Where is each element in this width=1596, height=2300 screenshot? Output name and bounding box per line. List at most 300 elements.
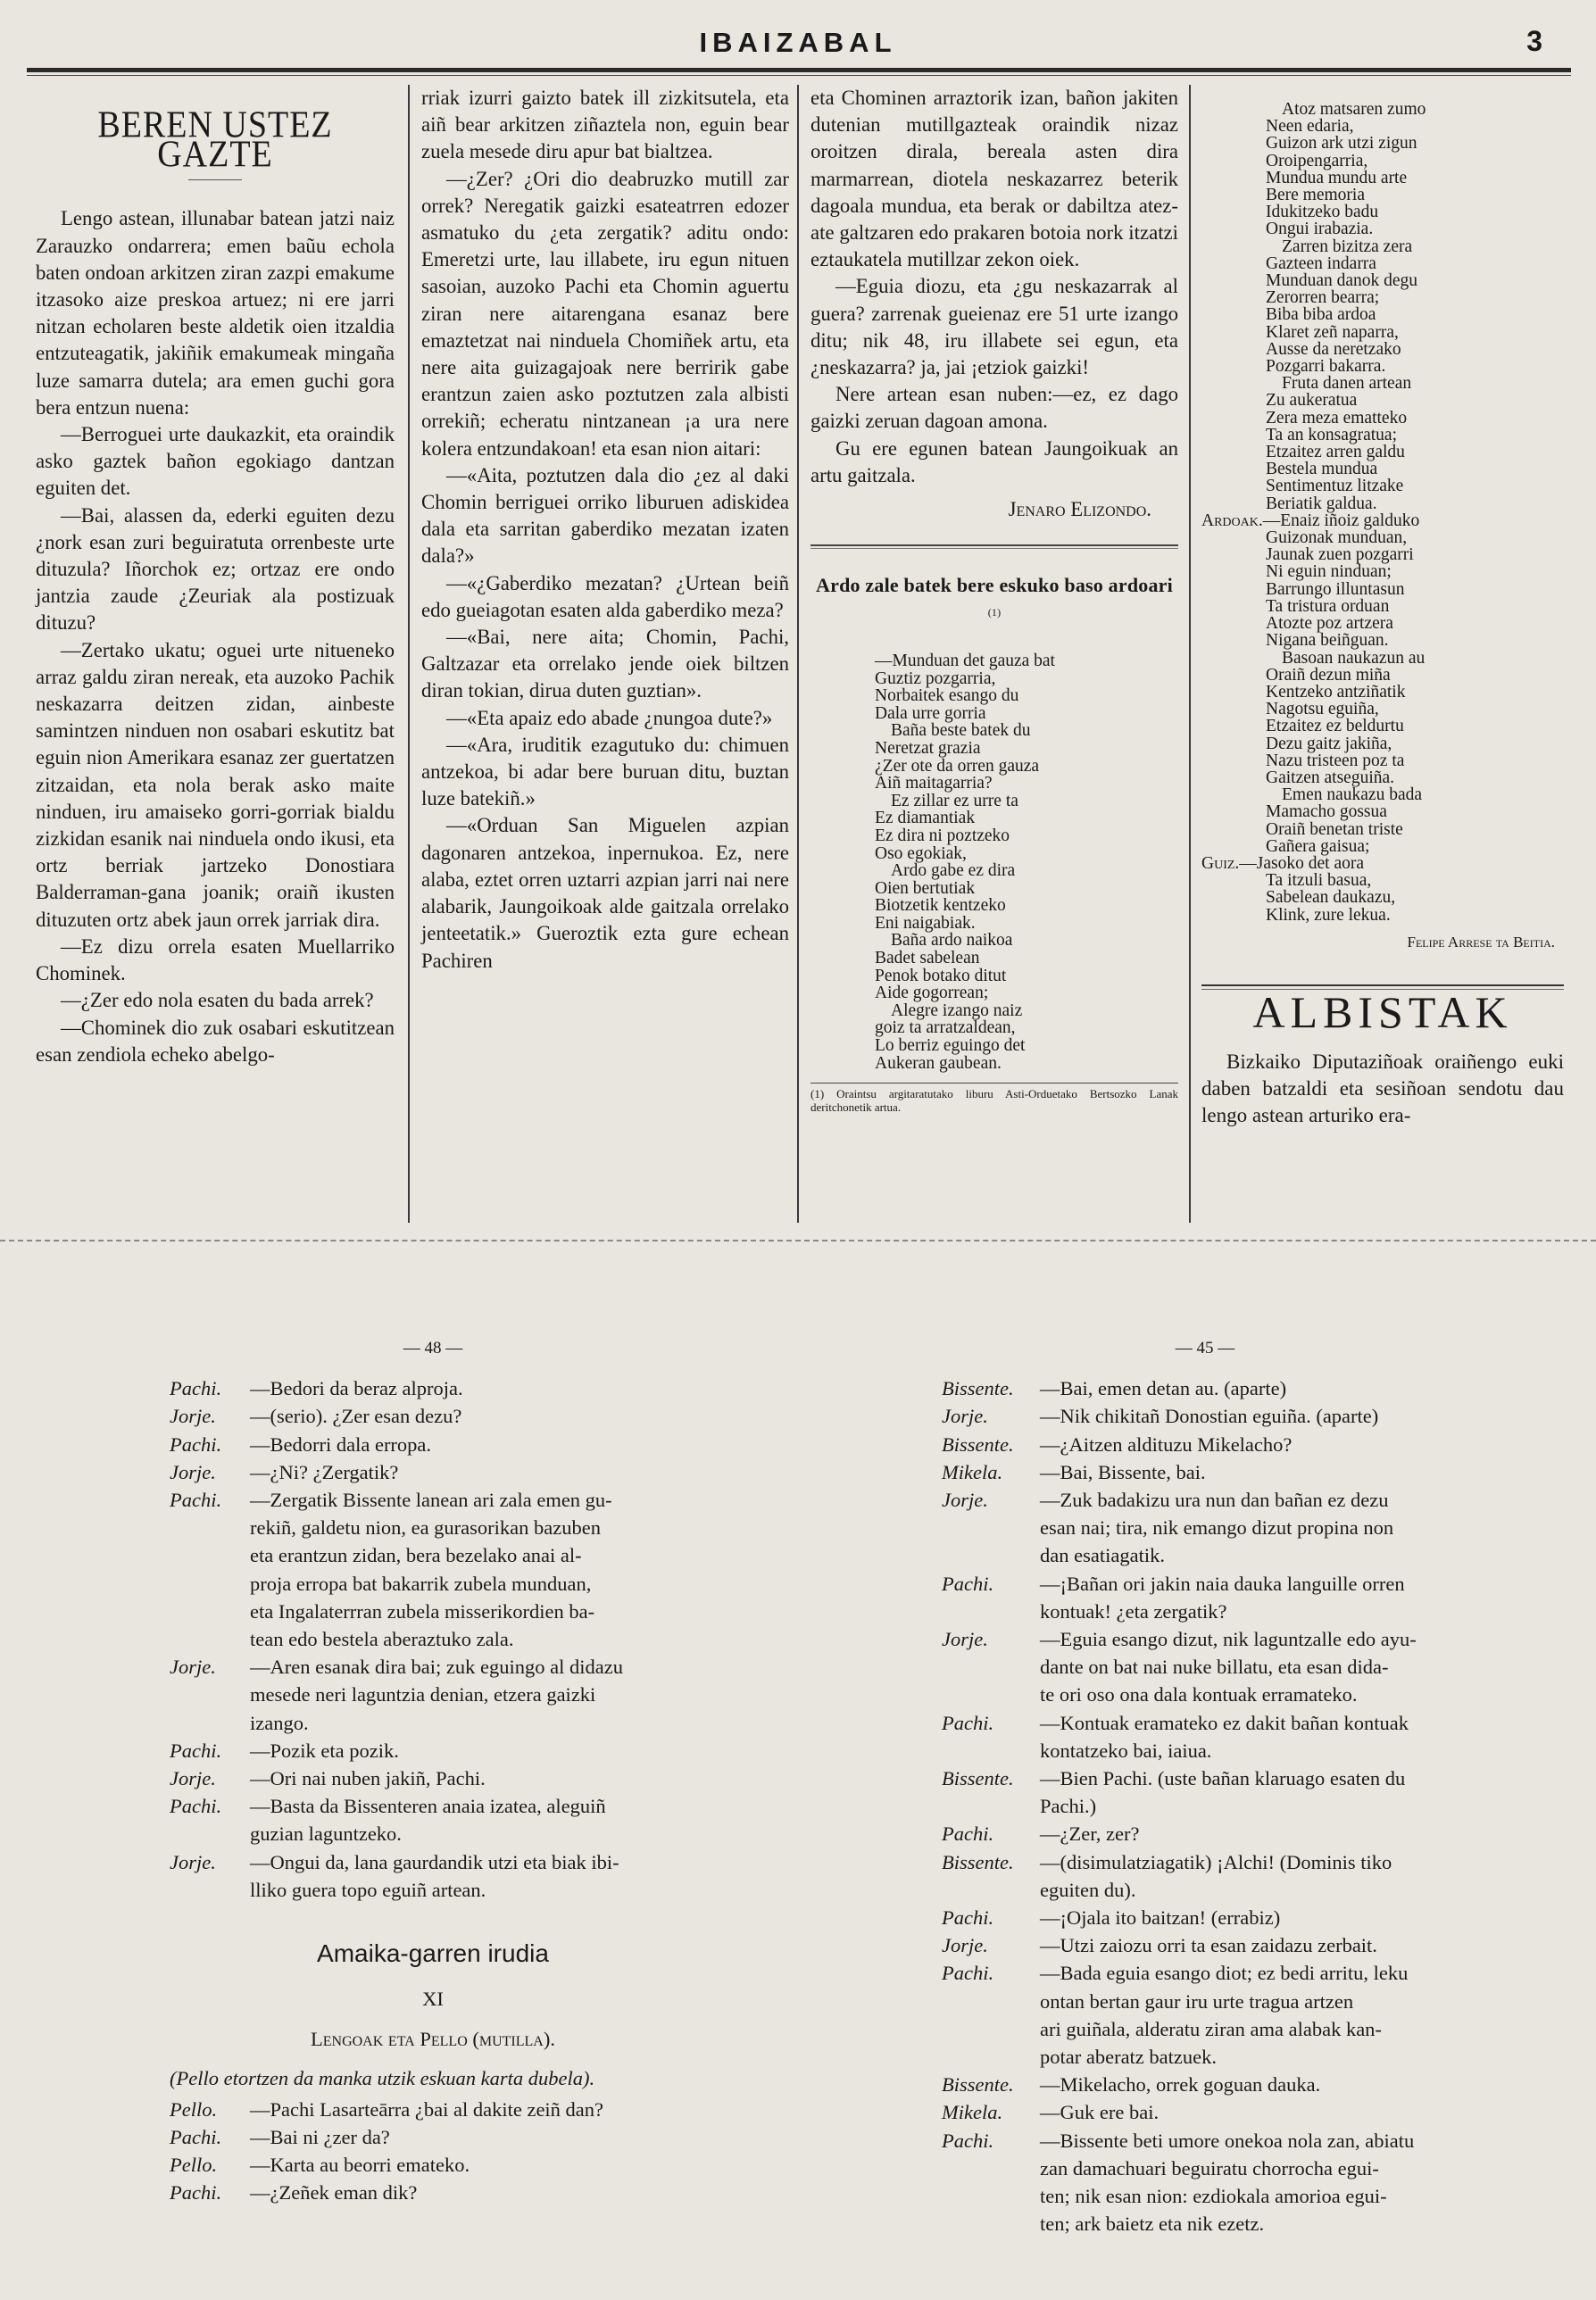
dialogue-text: —¿Ni? ¿Zergatik?: [250, 1460, 399, 1483]
poem-line: [1201, 289, 1564, 306]
dialogue-line: [942, 2015, 1468, 2043]
header-rule: [27, 68, 1571, 72]
column-divider: [797, 85, 799, 1223]
poem-line-text: Barrungo illuntasun: [1266, 579, 1405, 599]
speaker-name: Pachi.: [170, 1739, 222, 1762]
poem-line: Lo berriz eguingo det: [875, 1036, 1026, 1056]
dialogue-text: proja erropa bat bakarrik zubela munduan,: [250, 1572, 592, 1595]
dialogue-text: dan esatiagatik.: [1040, 1544, 1165, 1567]
speaker-name: Bissente.: [942, 1767, 1014, 1790]
scene-number: XI: [422, 1988, 444, 2011]
poem-line: [1201, 718, 1564, 735]
poem-line: [1201, 872, 1564, 889]
dialogue-text: —Bien Pachi. (uste bañan klaruago esaten du: [1040, 1767, 1406, 1790]
speaker-name: Pachi.: [942, 1711, 994, 1734]
dialogue-text: Pachi.): [1040, 1795, 1097, 1818]
poem-line-text: Zarren bizitza zera: [1282, 237, 1413, 256]
dialogue-text: zan damachuari beguiratu chorrocha egui-: [1040, 2156, 1379, 2180]
poem-line-text: Biba biba ardoa: [1266, 305, 1376, 325]
speaker-name: Pachi.: [170, 2126, 222, 2149]
page-number: 3: [1526, 25, 1542, 57]
poem-line-text: Sentimentuz litzake: [1266, 477, 1404, 496]
poem-line: [1201, 358, 1564, 375]
speaker-name: Guiz.: [1201, 853, 1240, 873]
poem-line: [1201, 821, 1564, 838]
poem-line: Neretzat grazia: [875, 738, 981, 758]
dialogue-text: ontan bertan gaur iru urte tragua artzen: [1040, 1989, 1354, 2013]
poem-line: [1201, 632, 1564, 649]
dialogue-line: [942, 1374, 1468, 1402]
poem-line: Eni naigabiak.: [875, 913, 976, 933]
dialogue-text: kontuak! ¿eta zergatik?: [1040, 1599, 1227, 1623]
poem-line: [1201, 563, 1564, 580]
poem-line-text: Zerorren bearra;: [1266, 288, 1380, 308]
article-column-3: [810, 85, 1178, 1114]
poem-line-text: Idukitzeko badu: [1266, 203, 1379, 222]
dialogue-line: [170, 1402, 696, 1430]
paragraph: —Ez dizu orrela esaten Muellarriko Chominek.: [36, 934, 395, 985]
poem-line: [1201, 701, 1564, 718]
dialogue-text: —Pachi Lasarteārra ¿bai al dakite zeiñ dan?: [250, 2097, 604, 2121]
speaker-name: Pello.: [170, 2097, 218, 2121]
speaker-name: Bissente.: [942, 1377, 1014, 1400]
dialogue-line: [170, 1764, 696, 1792]
poem-line: [1201, 769, 1564, 786]
poem-line-text: Etzaitez ez beldurtu: [1266, 717, 1404, 736]
poem-line: Oso egokiak,: [875, 843, 967, 863]
poem-line-text: Ongui irabazia.: [1266, 220, 1374, 239]
poem-line-text: Pozgarri bakarra.: [1266, 357, 1386, 377]
dialogue-line: [942, 1848, 1468, 1876]
poem-line-text: —Jasoko det aora: [1239, 853, 1365, 873]
dialogue-line: [942, 1570, 1468, 1598]
article-column-2: [421, 85, 789, 975]
book-page-number: — 48 —: [403, 1339, 463, 1358]
dialogue-text: —Guk ere bai.: [1040, 2101, 1160, 2124]
paragraph: —¿Zer? ¿Ori dio deabruzko mutill zar orrek? Neregatik gaizki esateatrren edozer asmatuko du ¿eta zergatik? aditu ondo: Emeretzi urte, lau illabete, iru egun nituen sasoian, auzoko Pachi eta Chomin aguertu ziran nere aitarengana esanaz bere emaztetzat nai ninduela Chomiñek artu, eta nere aita guizagajoak nere berririk gabe erantzun zaien asko poztutzen zala albisti orrekiñ; echeratu nintzanean ¡a ura nere kolera entzundakoan! eta esan nion aitari:: [421, 167, 789, 460]
poem-line-text: Nigana beiñguan.: [1266, 631, 1389, 651]
poem-text: [1201, 101, 1564, 924]
poem-line: [1201, 427, 1564, 444]
paragraph: eta Chominen arraztorik izan, bañon jakiten dutenian mutillgazteak oraindik nizaz oroitzen dirala, bereala asten dira marmarrean, diotela neskazarrez beterik dagoala mundua, eta berak or dabiltza atez-ate galtzaren edo prakaren botoia nork itzatzi eztaukatela mutillzar zekon oiek.: [810, 87, 1178, 271]
poem-line: [1201, 170, 1564, 187]
poem-line-text: Gazteen indarra: [1266, 253, 1376, 273]
paragraph: —Chominek dio zuk osabari eskutitzean esan zendiola echeko abelgo-: [36, 1016, 395, 1066]
poem-line: [1201, 735, 1564, 752]
dialogue-line: [170, 1737, 696, 1764]
speaker-name: Pachi.: [942, 1962, 994, 1985]
dialogue-block: [170, 2096, 696, 2207]
poem-line-text: Mundua mundu arte: [1266, 168, 1408, 187]
header-rule-thin: [27, 75, 1571, 76]
dialogue-line: [170, 1514, 696, 1541]
speaker-name: [170, 1625, 250, 1653]
poem-line-text: Klink, zure lekua.: [1266, 905, 1391, 925]
speaker-name: [942, 1653, 1040, 1681]
dialogue-text: —Basta da Bissenteren anaia izatea, aleguiñ: [250, 1795, 606, 1818]
dialogue-line: [170, 1458, 696, 1486]
poem-line: [1201, 392, 1564, 409]
poem-line: [1201, 546, 1564, 563]
poem-line: [1201, 324, 1564, 341]
dialogue-line: [942, 1653, 1468, 1681]
paragraph: —«¿Gaberdiko mezatan? ¿Urtean beiñ edo gueiagotan esaten alda gaberdiko meza?: [421, 571, 789, 621]
poem-line-text: Neen edaria,: [1266, 117, 1354, 137]
dialogue-text: —Karta au beorri emateko.: [250, 2154, 470, 2177]
dialogue-line: [170, 1541, 696, 1569]
book-page-left: [170, 1334, 696, 2207]
speaker-name: [170, 1681, 250, 1708]
speaker-name: Pachi.: [942, 1572, 994, 1595]
poem-line: Alegre izango naiz: [891, 1001, 1023, 1020]
poem-line-text: Jaunak zuen pozgarri: [1266, 545, 1414, 565]
poem-line: Oien bertutiak: [875, 878, 976, 898]
speaker-name: Jorje.: [942, 1405, 988, 1428]
paragraph: Lengo astean, illunabar batean jatzi naiz Zarauzko ondarrera; emen baũu echola baten ondoan arkitzen ziran zazpi emakume itzasoko aize preskoa artuez; ni ere jarri nitzan echolaren beste aldetik oien itzaldia entzuteagatik, jakiñik emakumeak mingaña luze samarra dutela; ara emen guchi gora bera entzun nuena:: [36, 207, 395, 419]
speaker-name: Jorje.: [170, 1460, 216, 1483]
dialogue-line: [170, 2179, 696, 2206]
dialogue-text: —Utzi zaiozu orri ta esan zaidazu zerbait.: [1040, 1934, 1377, 1957]
dialogue-text: —Ori nai nuben jakiñ, Pachi.: [250, 1767, 486, 1790]
paragraph: —«Bai, nere aita; Chomin, Pachi, Galtzazar eta orrelako jende oiek biltzen diran tokian, dirua duten guztian».: [421, 626, 789, 702]
fold-divider: [0, 1236, 1596, 1241]
dialogue-text: eta erantzun zidan, bera bezelako anai al-: [250, 1544, 582, 1567]
speaker-name: Jorje.: [170, 1767, 216, 1790]
speaker-name: [942, 2210, 1040, 2238]
poem-line: Aukeran gaubean.: [875, 1053, 1002, 1073]
speaker-name: [942, 2182, 1040, 2210]
paragraph: —«Aita, poztutzen dala dio ¿ez al daki Chomin berriguei orriko liburuen adiskidea dala eta sarritan gaberdiko mezatan izaten dala?»: [421, 463, 789, 568]
speaker-name: Pello.: [170, 2154, 218, 2177]
poem-line: [1201, 410, 1564, 427]
poem-line-text: Nazu tristeen poz ta: [1266, 751, 1405, 770]
dialogue-line: [170, 2123, 696, 2151]
speaker-name: [942, 1737, 1040, 1764]
article-body: [421, 85, 789, 975]
speaker-name: [170, 1709, 250, 1737]
dialogue-text: ari guiñala, alderatu ziran ama alabak kan-: [1040, 2017, 1382, 2040]
speaker-name: Jorje.: [170, 1405, 216, 1428]
dialogue-text: —Zuk badakizu ura nun dan bañan ez dezu: [1040, 1489, 1389, 1512]
dialogue-line: [170, 1653, 696, 1681]
dialogue-line: [942, 1764, 1468, 1792]
dialogue-text: —Bai, Bissente, bai.: [1040, 1460, 1206, 1483]
dialogue-text: rekiñ, galdetu nion, ea gurasorikan bazuben: [250, 1516, 601, 1540]
dialogue-line: [942, 1681, 1468, 1708]
dialogue-line: [170, 1486, 696, 1514]
poem-line: Norbaitek esango du: [875, 686, 1019, 706]
dialogue-line: [942, 1709, 1468, 1737]
speaker-name: [170, 1570, 250, 1598]
poem-line-text: Guizon ark utzi zigun: [1266, 134, 1417, 154]
poem-line-text: Munduan danok degu: [1266, 271, 1418, 291]
dialogue-text: —Pozik eta pozik.: [250, 1739, 399, 1762]
dialogue-text: —Bissente beti umore onekoa nola zan, abiatu: [1040, 2129, 1415, 2152]
dialogue-line: [942, 1625, 1468, 1653]
poem-line: [1201, 375, 1564, 392]
poem-line-text: Fruta danen artean: [1282, 374, 1412, 394]
dialogue-line: [170, 1570, 696, 1598]
poem-title: Ardo zale batek bere eskuko baso ardoari $^{(1)}$: [816, 574, 1173, 619]
poem-line-text: Beriatik galdua.: [1266, 494, 1377, 513]
article-signature: Jenaro Elizondo.: [1008, 498, 1151, 521]
poem-line-text: Bestela mundua: [1266, 460, 1378, 479]
dialogue-line: [170, 1792, 696, 1820]
speaker-name: [942, 2155, 1040, 2182]
newspaper-header: [0, 25, 1596, 61]
dialogue-text: —Mikelacho, orrek goguan dauka.: [1040, 2073, 1321, 2097]
poem-line-text: Bere memoria: [1266, 186, 1365, 205]
dialogue-line: [942, 2071, 1468, 2098]
dialogue-text: —Zergatik Bissente lanean ari zala emen gu-: [250, 1489, 612, 1512]
article-body: [810, 85, 1178, 489]
poem-line: [1201, 203, 1564, 220]
speaker-name: [942, 1792, 1040, 1820]
newspaper-title: IBAIZABAL: [699, 27, 897, 58]
dialogue-line: [170, 1625, 696, 1653]
speaker-name: [942, 1988, 1040, 2015]
poem-line-text: Basoan naukazun au: [1282, 648, 1426, 668]
paragraph: Nere artean esan nuben:—ez, ez dago gaizki zeruan dagoan amona.: [810, 383, 1178, 433]
dialogue-line: [170, 1598, 696, 1625]
dialogue-line: [942, 2043, 1468, 2071]
speaker-name: [942, 2043, 1040, 2071]
dialogue-line: [170, 1820, 696, 1847]
dialogue-line: [942, 1820, 1468, 1847]
poem-line: [1201, 650, 1564, 667]
poem-signature: Felipe Arrese ta Beitia.: [1407, 933, 1555, 951]
dialogue-text: —Eguia esango dizut, nik laguntzalle edo ayu-: [1040, 1628, 1417, 1651]
poem-line-text: Ta itzuli basua,: [1266, 871, 1372, 891]
poem-line-text: Oroipengarria,: [1266, 151, 1368, 170]
poem-line: [1201, 786, 1564, 803]
paragraph: —Zertako ukatu; oguei urte nitueneko arraz galdu ziran nereak, eta auzoko Pachik neskazarra deitzen zidan, ainbeste samintzen ninduen non osabari eskutitz bat eguin nion Amerikara esanaz zer guertatzen zitzaidan, eta nola berak asko maite ninduen, iru amaiseko gorri-gorriak bialdu zizkidan esanik nai ninduela ondo ikusi, eta ortz berriak jartzeko Donostiara Balderraman-gana joanik; oraiñ ikusten dituzuten ortz abek jaun orrek jarriak dira.: [36, 638, 395, 931]
poem-line: [1201, 101, 1564, 118]
dialogue-line: [942, 1931, 1468, 1959]
poem-line: [1201, 803, 1564, 820]
dialogue-line: [942, 1792, 1468, 1820]
poem-line: [1201, 615, 1564, 632]
poem-line: [1201, 135, 1564, 152]
poem-line-text: Zera meza ematteko: [1266, 408, 1408, 428]
dialogue-text: —Bai ni ¿zer da?: [250, 2126, 390, 2149]
speaker-name: [942, 1598, 1040, 1625]
dialogue-text: ten; nik esan nion: ezdiokala amorioa egui-: [1040, 2185, 1387, 2208]
dialogue-text: —(disimulatziagatik) ¡Alchi! (Dominis tiko: [1040, 1850, 1392, 1873]
dialogue-line: [170, 1709, 696, 1737]
poem-line-text: Kentzeko antziñatik: [1266, 682, 1406, 702]
poem-line: Ardo gabe ez dira: [891, 861, 1016, 881]
speaker-name: Ardoak.: [1201, 511, 1263, 530]
article-column-4: [1201, 85, 1564, 1129]
dialogue-line: [170, 1431, 696, 1458]
dialogue-line: [942, 1904, 1468, 1931]
poem-line: [1201, 238, 1564, 255]
poem-line-text: Atoz matsaren zumo: [1282, 100, 1426, 119]
poem-line-text: Gaitzen atseguiña.: [1266, 768, 1395, 787]
dialogue-line: [942, 1876, 1468, 1904]
stage-direction: (Pello etortzen da manka utzik eskuan karta dubela).: [170, 2066, 595, 2089]
dialogue-text: mesede neri laguntzia denian, etzera gaizki: [250, 1683, 596, 1706]
speaker-name: Mikela.: [942, 1460, 1003, 1483]
dialogue-text: potar aberatz batzuek.: [1040, 2046, 1218, 2069]
dialogue-text: guzian laguntzeko.: [250, 1823, 402, 1846]
dialogue-block: [170, 1374, 696, 1904]
poem-line-text: —Enaiz iñoiz galduko: [1262, 511, 1420, 530]
poem-line-text: Nagotsu eguiña,: [1266, 700, 1379, 719]
paragraph: —«Orduan San Miguelen azpian dagonaren antzekoa, inpernukoa. Ez, nere alaba, eztet orren uztarri azpian jarri nai nere alabarik, Jaungoikoak alde gaitzala orrelako jenteetatik.» Gueroztik ezta gure echean Pachiren: [421, 814, 789, 972]
dialogue-text: —Bedorri dala erropa.: [250, 1432, 432, 1456]
dialogue-line: [942, 1988, 1468, 2015]
poem-line-text: Emen naukazu bada: [1282, 785, 1423, 805]
dialogue-text: dante on bat nai nuke billatu, eta esan dida-: [1040, 1656, 1389, 1679]
poem-line-text: Ni eguin ninduan;: [1266, 562, 1392, 582]
dialogue-line: [942, 2127, 1468, 2155]
book-page-right: [942, 1334, 1468, 2238]
poem-line-text: Klaret zeñ naparra,: [1266, 322, 1399, 342]
paragraph: —«Ara, iruditik ezagutuko du: chimuen antzekoa, bi adar bere buruan ditu, buztan luze batekiñ.»: [421, 733, 789, 810]
dialogue-line: [942, 2210, 1468, 2238]
dialogue-text: tean edo bestela aberaztuko zala.: [250, 1628, 514, 1651]
poem-line-text: Zu aukeratua: [1266, 391, 1358, 411]
dialogue-line: [170, 1374, 696, 1402]
dialogue-text: esan nai; tira, nik emango dizut propina non: [1040, 1516, 1394, 1540]
dialogue-line: [942, 1959, 1468, 1987]
speaker-name: [942, 1514, 1040, 1541]
dialogue-text: lliko guera topo eguiñ artean.: [250, 1878, 486, 1901]
speaker-name: Bissente.: [942, 1432, 1014, 1456]
poem-line: Guztiz pozgarria,: [875, 668, 996, 688]
paragraph: —Bai, alassen da, ederki eguiten dezu ¿nork esan zuri beguiratuta orrenbeste urte dituzula? Iñorchok ez; ortzaz ere ondo jantzia zaude ¿Zeuriak ala postizuak dituzu?: [36, 503, 395, 635]
paragraph: —Eguia diozu, eta ¿gu neskazarrak al guera? zarrenak gueienaz ere 51 urte izango ditu; nik 48, iru illabete sei egun, eta ¿neskazarra? ja, jai ¡etziok gaizki!: [810, 275, 1178, 379]
dialogue-line: [170, 1848, 696, 1876]
poem-line-text: Etzaitez arren galdu: [1266, 443, 1405, 462]
poem-line: [1201, 306, 1564, 323]
dialogue-text: —Ongui da, lana gaurdandik utzi eta biak ibi-: [250, 1850, 619, 1873]
speaker-name: Bissente.: [942, 1850, 1014, 1873]
poem-line: ¿Zer ote da orren gauza: [875, 756, 1040, 776]
poem-text: [875, 652, 1178, 1072]
speaker-name: Pachi.: [170, 1489, 222, 1512]
dialogue-line: [942, 2098, 1468, 2126]
article-column-1: [36, 85, 395, 1068]
dialogue-text: izango.: [250, 1711, 309, 1734]
article-headline: BEREN USTEZ GAZTE: [97, 104, 333, 176]
dialogue-line: [942, 1431, 1468, 1458]
dialogue-text: —Bedori da beraz alproja.: [250, 1377, 463, 1400]
dialogue-line: [942, 2155, 1468, 2182]
poem-line-text: Oraiñ dezun miña: [1266, 665, 1391, 685]
poem-line: [1201, 341, 1564, 358]
poem-line: [1201, 187, 1564, 203]
dialogue-text: ten; ark baietz eta nik ezetz.: [1040, 2213, 1265, 2236]
scene-characters: Lengoak eta Pello (mutilla).: [311, 2028, 555, 2051]
poem-line-text: Mamacho gossua: [1266, 802, 1387, 822]
dialogue-text: —Aren esanak dira bai; zuk eguingo al didazu: [250, 1656, 623, 1679]
speaker-name: Jorje.: [942, 1934, 988, 1957]
dialogue-line: [170, 2151, 696, 2179]
dialogue-line: [170, 1681, 696, 1708]
dialogue-line: [942, 1737, 1468, 1764]
poem-line-text: Ta tristura orduan: [1266, 596, 1390, 616]
poem-line: Biotzetik kentzeko: [875, 896, 1006, 916]
speaker-name: Jorje.: [942, 1489, 988, 1512]
poem-line-text: Ta an konsagratua;: [1266, 425, 1397, 444]
dialogue-line: [942, 2182, 1468, 2210]
speaker-name: Pachi.: [170, 1795, 222, 1818]
speaker-name: [170, 1598, 250, 1625]
poem-line: [1201, 598, 1564, 615]
dialogue-text: —Nik chikitañ Donostian eguiña. (aparte): [1040, 1405, 1379, 1428]
speaker-name: Pachi.: [170, 1377, 222, 1400]
speaker-name: Jorje.: [170, 1850, 216, 1873]
paragraph: —Berroguei urte daukazkit, eta oraindik asko gaztek bañon egokiago dantzan eguiten det.: [36, 423, 395, 500]
speaker-name: Bissente.: [942, 2073, 1014, 2097]
dialogue-block: [942, 1374, 1468, 2238]
dialogue-line: [942, 1486, 1468, 1514]
news-text: Bizkaiko Diputaziñoak oraiñengo euki daben batzaldi eta sesiñoan sendotu dau lengo astean arturiko era-: [1201, 1050, 1564, 1127]
speaker-name: Jorje.: [942, 1628, 988, 1651]
paragraph: Gu ere egunen batean Jaungoikuak an artu gaitzala.: [810, 436, 1178, 486]
dialogue-text: —(serio). ¿Zer esan dezu?: [250, 1405, 462, 1428]
poem-line-text: Atozte poz artzera: [1266, 614, 1393, 634]
poem-line: [1201, 752, 1564, 769]
poem-line: [1201, 477, 1564, 494]
dialogue-text: —Bada eguia esango diot; ez bedi arritu, leku: [1040, 1962, 1409, 1985]
poem-line-text: Ausse da neretzako: [1266, 339, 1401, 359]
speaker-name: Pachi.: [170, 1432, 222, 1456]
poem-line: [1201, 684, 1564, 701]
dialogue-text: eta Ingalaterrran zubela misserikordien ba-: [250, 1599, 595, 1623]
news-heading: ALBISTAK: [1252, 986, 1513, 1037]
poem-line: [1201, 444, 1564, 461]
section-divider: [810, 544, 1178, 549]
poem-line: Badet sabelean: [875, 949, 980, 968]
dialogue-text: —¿Aitzen aldituzu Mikelacho?: [1040, 1432, 1293, 1456]
poem-line: Baña beste batek du: [891, 721, 1031, 741]
dialogue-line: [942, 1598, 1468, 1625]
poem-line: [1201, 118, 1564, 135]
dialogue-text: kontatzeko bai, iaiua.: [1040, 1739, 1212, 1762]
speaker-name: [170, 1514, 250, 1541]
poem-line: Penok botako ditut: [875, 966, 1007, 985]
poem-line: [1201, 255, 1564, 272]
footnote: (1) Oraintsu argitaratutako liburu Asti-Orduetako Bertsozko Lanak deritchonetik artua.: [810, 1083, 1178, 1114]
speaker-name: Pachi.: [942, 1823, 994, 1846]
speaker-name: [942, 1876, 1040, 1904]
speaker-name: [170, 1876, 250, 1904]
speaker-name: [942, 1681, 1040, 1708]
poem-line: [1201, 272, 1564, 289]
poem-line: [1201, 529, 1564, 546]
dialogue-text: —¿Zeñek eman dik?: [250, 2181, 418, 2205]
dialogue-text: —¡Ojala ito baitzan! (errabiz): [1040, 1906, 1281, 1930]
speaker-name: Pachi.: [942, 1906, 994, 1930]
dialogue-text: —¿Zer, zer?: [1040, 1823, 1140, 1846]
speaker-name: [170, 1820, 250, 1847]
dialogue-text: eguiten du).: [1040, 1878, 1136, 1901]
poem-line: [1201, 495, 1564, 512]
headline-divider: [188, 179, 242, 180]
dialogue-text: —Bai, emen detan au. (aparte): [1040, 1377, 1287, 1400]
poem-line: Aiñ maitagarria?: [875, 774, 993, 793]
poem-line: [1201, 907, 1564, 924]
poem-line: Ez dira ni poztzeko: [875, 826, 1010, 845]
dialogue-text: —Kontuak eramateko ez dakit bañan kontuak: [1040, 1711, 1409, 1734]
paragraph: —«Eta apaiz edo abade ¿nungoa dute?»: [446, 706, 773, 729]
poem-line: —Munduan det gauza bat: [875, 651, 1055, 670]
dialogue-line: [942, 1541, 1468, 1569]
